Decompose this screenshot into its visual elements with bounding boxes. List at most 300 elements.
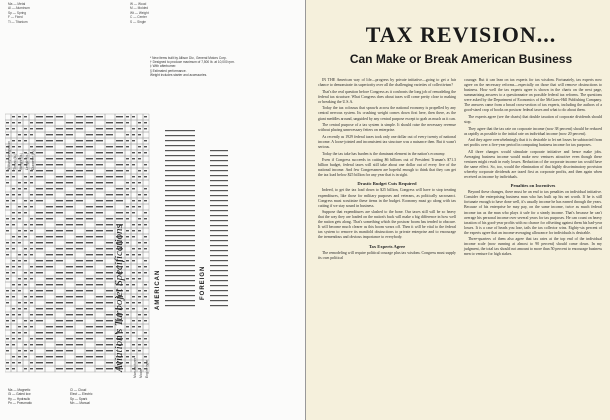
table-cell-text (138, 314, 141, 315)
table-cell-text (144, 332, 147, 333)
article-paragraph: That's the real question before Congress as it confronts the long job of remodeling the federal tax structure. What Congress does about taxes will come pretty close to making or breaking the U.S.A. (318, 89, 456, 104)
table-cell-text (106, 182, 113, 183)
table-cell-text (76, 188, 83, 189)
table-cell-text (24, 278, 27, 279)
table-cell-text (210, 260, 228, 261)
table-cell (35, 348, 45, 354)
table-cell-text (138, 218, 141, 219)
table-cell-text (132, 260, 135, 261)
legend-item: Pn — Pneumatic (8, 400, 32, 405)
table-cell-text (76, 224, 83, 225)
table-cell (125, 246, 131, 252)
table-cell-text (210, 290, 228, 291)
table-cell-text (106, 362, 113, 363)
table-cell-text (138, 182, 141, 183)
table-cell-text (66, 272, 73, 273)
table-cell-text (24, 224, 27, 225)
table-cell-text (132, 140, 135, 141)
table-cell (125, 342, 131, 348)
table-cell-text (86, 260, 93, 261)
table-cell-text (132, 164, 135, 165)
table-cell-text (165, 240, 195, 241)
table-cell (125, 366, 131, 372)
table-cell-text (106, 230, 113, 231)
table-cell-text (18, 230, 21, 231)
table-cell (11, 348, 17, 354)
table-cell-text (106, 122, 113, 123)
table-cell-text (126, 134, 129, 135)
table-cell-text (106, 326, 113, 327)
table-cell-text (76, 170, 83, 171)
table-cell (35, 276, 45, 282)
table-cell-text (76, 368, 83, 369)
table-cell (137, 138, 143, 144)
table-cell-text (6, 338, 9, 339)
article-paragraph: Even if Congress succeeds in cutting $6 billions out of President Truman's $71.3 billion budget, federal taxes will still take about one dollar out of every five of the national income. And few Congressmen are hopeful enough to think that they can get the tax load below $25 billion for any year that is in sight. (318, 158, 456, 178)
table-cell-text (12, 260, 15, 261)
table-cell-text (138, 266, 141, 267)
article-paragraph: The remodeling will require political courage plus tax wisdom. Congress must supply its own political (318, 250, 456, 260)
article-subheadline: Can Make or Break American Business (349, 52, 573, 66)
table-cell-text (46, 308, 53, 309)
table-cell (65, 186, 75, 192)
table-cell-text (132, 272, 135, 273)
table-cell-text (126, 188, 129, 189)
table-cell-text (12, 194, 15, 195)
table-cell-text (66, 314, 73, 315)
table-cell-text (76, 314, 83, 315)
table-cell-text (86, 212, 93, 213)
table-cell (17, 222, 23, 228)
table-cell-text (106, 176, 113, 177)
table-cell-text (106, 272, 113, 273)
table-cell-text (210, 185, 228, 186)
table-cell-text (126, 218, 129, 219)
table-cell-text (138, 302, 141, 303)
table-cell-text (36, 308, 43, 309)
table-cell-text (56, 206, 63, 207)
table-cell-text (126, 242, 129, 243)
table-cell-text (138, 242, 141, 243)
legend-top-right (130, 2, 300, 24)
table-cell-text (126, 194, 129, 195)
table-cell (137, 114, 143, 120)
table-cell-text (56, 188, 63, 189)
table-cell-text (46, 218, 53, 219)
table-cell-text (210, 195, 228, 196)
table-cell-text (36, 260, 43, 261)
table-cell-text (6, 344, 9, 345)
table-cell-text (66, 338, 73, 339)
table-cell-text (18, 236, 21, 237)
legend-item: Wt — Weight (130, 10, 149, 15)
article-paragraph: All three changes would stimulate corporate initiative and hence make jobs. Averaging business income would make new ventures attractive even though these ventures might result in early losses. Reduction of the corporate income tax would have the same effect. So, too, would the elimination of that highly discriminatory provision whereby corporate dividends are taxed first as corporate profits, and then again when received as income by individuals. (464, 149, 602, 180)
table-cell-text (66, 176, 73, 177)
table-cell-text (126, 140, 129, 141)
table-cell (45, 174, 55, 180)
table-cell-text (96, 188, 103, 189)
table-cell-text (132, 212, 135, 213)
table-cell-text (106, 194, 113, 195)
table-cell-text (144, 314, 147, 315)
section-label-american: AMERICAN (155, 269, 161, 310)
legend-item: Al — Aluminum (8, 6, 30, 11)
table-cell-text (36, 218, 43, 219)
table-cell (55, 216, 65, 222)
table-cell-text (6, 350, 9, 351)
table-cell-text (210, 235, 228, 236)
table-cell (65, 234, 75, 240)
table-cell-text (24, 140, 27, 141)
table-cell-text (86, 140, 93, 141)
table-cell-text (106, 278, 113, 279)
table-cell (29, 114, 35, 120)
table-cell-text (46, 242, 53, 243)
table-cell (75, 324, 85, 330)
column-header: Diameter (in.) (31, 149, 35, 170)
table-cell-text (116, 176, 123, 177)
table-cell-text (106, 290, 113, 291)
table-cell (75, 132, 85, 138)
table-cell-text (24, 284, 27, 285)
spec-table (5, 110, 230, 380)
table-cell-text (86, 218, 93, 219)
table-cell-text (46, 254, 53, 255)
table-cell (17, 270, 23, 276)
table-cell-text (30, 182, 33, 183)
table-cell (131, 264, 137, 270)
table-cell-text (36, 368, 43, 369)
table-cell-text (36, 362, 43, 363)
table-cell-text (56, 116, 63, 117)
table-cell (95, 240, 105, 246)
article-column-2 (464, 78, 602, 259)
table-cell-text (96, 140, 103, 141)
table-cell-text (132, 134, 135, 135)
table-cell-text (76, 356, 83, 357)
table-cell-text (126, 182, 129, 183)
table-cell-text (86, 278, 93, 279)
table-cell-text (66, 182, 73, 183)
table-cell (35, 300, 45, 306)
table-cell (55, 288, 65, 294)
table-cell (65, 258, 75, 264)
table-cell-text (116, 122, 123, 123)
table-cell-text (96, 128, 103, 129)
table-cell-text (24, 134, 27, 135)
table-cell (105, 138, 115, 144)
table-cell-text (165, 155, 195, 156)
table-cell-text (18, 254, 21, 255)
table-cell (75, 300, 85, 306)
table-cell-text (126, 278, 129, 279)
table-cell-text (12, 368, 15, 369)
table-cell (95, 336, 105, 342)
table-cell (143, 204, 149, 210)
table-cell-text (56, 200, 63, 201)
table-cell-text (12, 188, 15, 189)
table-cell (35, 204, 45, 210)
column-header: Manufacturer (133, 358, 137, 378)
table-cell-text (24, 200, 27, 201)
table-cell (45, 366, 55, 372)
table-cell (45, 270, 55, 276)
table-cell-text (86, 182, 93, 183)
table-cell (11, 324, 17, 330)
table-cell (143, 132, 149, 138)
table-cell-text (56, 254, 63, 255)
table-cell-text (6, 128, 9, 129)
table-cell-text (96, 350, 103, 351)
table-cell-text (36, 128, 43, 129)
table-cell-text (12, 224, 15, 225)
table-cell-text (116, 194, 123, 195)
table-cell-text (138, 176, 141, 177)
table-cell-text (30, 302, 33, 303)
table-cell-text (66, 344, 73, 345)
table-cell-text (138, 146, 141, 147)
table-cell (11, 276, 17, 282)
table-cell-text (12, 314, 15, 315)
table-cell-text (86, 284, 93, 285)
table-cell-text (30, 200, 33, 201)
table-cell-text (144, 224, 147, 225)
table-cell-text (12, 218, 15, 219)
table-cell-text (86, 194, 93, 195)
table-cell-text (12, 356, 15, 357)
table-cell-text (210, 285, 228, 286)
table-cell (23, 120, 29, 126)
table-cell-text (144, 266, 147, 267)
table-cell-text (106, 158, 113, 159)
table-cell-text (24, 212, 27, 213)
table-cell-text (30, 218, 33, 219)
table-cell (29, 306, 35, 312)
legend-item: Ma — Magnetic (8, 388, 31, 392)
table-cell-text (96, 212, 103, 213)
table-cell-text (56, 302, 63, 303)
table-cell (65, 114, 75, 120)
table-cell (55, 336, 65, 342)
table-cell-text (116, 128, 123, 129)
table-cell-text (30, 224, 33, 225)
table-cell (23, 336, 29, 342)
table-cell-text (86, 332, 93, 333)
article-paragraph: Today the tax take has burden is the dominant element in the nation's economy. (322, 151, 446, 156)
table-cell-text (6, 218, 9, 219)
table-cell-text (210, 160, 228, 161)
table-cell-text (126, 314, 129, 315)
table-cell-text (210, 165, 228, 166)
table-cell-text (210, 180, 228, 181)
table-cell (23, 288, 29, 294)
table-cell-text (144, 146, 147, 147)
table-cell-text (126, 332, 129, 333)
table-cell-text (132, 302, 135, 303)
table-cell-text (165, 200, 195, 201)
table-cell-text (210, 170, 228, 171)
table-cell-text (66, 278, 73, 279)
table-cell-text (144, 116, 147, 117)
table-cell-text (144, 260, 147, 261)
table-cell-text (96, 344, 103, 345)
table-cell-text (210, 265, 228, 266)
table-cell-text (18, 290, 21, 291)
table-cell-text (56, 296, 63, 297)
table-cell-text (18, 332, 21, 333)
table-cell-text (46, 182, 53, 183)
table-cell (23, 312, 29, 318)
table-cell-text (138, 194, 141, 195)
table-cell-text (132, 188, 135, 189)
table-cell-text (165, 180, 195, 181)
table-cell-text (210, 300, 228, 301)
table-cell-text (106, 134, 113, 135)
table-cell-text (46, 134, 53, 135)
table-cell (75, 156, 85, 162)
table-cell-text (76, 194, 83, 195)
table-cell (85, 150, 95, 156)
table-cell-text (36, 284, 43, 285)
table-cell-text (66, 368, 73, 369)
table-cell (45, 294, 55, 300)
table-cell-text (126, 116, 129, 117)
table-cell-text (138, 134, 141, 135)
table-cell-text (30, 176, 33, 177)
table-cell-text (116, 146, 123, 147)
table-cell-text (30, 290, 33, 291)
table-cell-text (24, 356, 27, 357)
table-cell-text (144, 194, 147, 195)
table-cell (65, 138, 75, 144)
table-cell-text (30, 272, 33, 273)
table-cell-text (132, 308, 135, 309)
table-cell-text (46, 146, 53, 147)
table-cell (17, 294, 23, 300)
table-cell (85, 270, 95, 276)
table-cell-text (46, 266, 53, 267)
table-cell-text (144, 236, 147, 237)
table-cell-text (36, 224, 43, 225)
table-cell-text (165, 280, 195, 281)
table-cell-text (96, 302, 103, 303)
table-cell-text (56, 182, 63, 183)
table-cell-text (76, 320, 83, 321)
table-cell-text (138, 254, 141, 255)
table-cell (23, 264, 29, 270)
table-cell-text (56, 164, 63, 165)
table-cell-text (165, 285, 195, 286)
table-cell-text (6, 296, 9, 297)
table-cell-text (36, 122, 43, 123)
table-cell-text (106, 344, 113, 345)
table-cell (131, 288, 137, 294)
table-cell-text (138, 128, 141, 129)
table-cell-text (66, 170, 73, 171)
table-cell (5, 210, 11, 216)
table-cell (105, 114, 115, 120)
table-cell-text (96, 272, 103, 273)
table-cell-text (36, 116, 43, 117)
table-cell-text (132, 182, 135, 183)
table-cell (29, 258, 35, 264)
table-cell (125, 198, 131, 204)
table-cell-text (24, 176, 27, 177)
table-cell-text (6, 368, 9, 369)
table-cell-text (6, 230, 9, 231)
article-headline: TAX REVISION... (365, 22, 557, 47)
table-cell-text (165, 270, 195, 271)
article-paragraph: Today the tax colossus that sprawls across the national economy is propelled by any central nervous system. Its crushing weight comes down first here, then there, as the giant meddles around, unguided by any central purpose except to grab as much as it can. (318, 106, 456, 121)
table-cell-text (30, 314, 33, 315)
table-cell (75, 348, 85, 354)
table-cell-text (46, 140, 53, 141)
table-cell-text (36, 332, 43, 333)
table-cell (45, 246, 55, 252)
table-cell (125, 222, 131, 228)
table-cell-text (132, 326, 135, 327)
table-cell-text (144, 344, 147, 345)
table-cell-text (96, 236, 103, 237)
table-cell (105, 210, 115, 216)
table-cell (137, 282, 143, 288)
table-cell-text (76, 296, 83, 297)
table-cell-text (36, 200, 43, 201)
table-cell (35, 180, 45, 186)
table-cell (35, 228, 45, 234)
table-cell-text (66, 194, 73, 195)
table-cell-text (138, 170, 141, 171)
table-cell-text (126, 356, 129, 357)
table-cell-text (106, 254, 113, 255)
table-cell-text (165, 195, 195, 196)
table-cell-text (56, 158, 63, 159)
table-cell-text (24, 344, 27, 345)
table-cell-text (66, 122, 73, 123)
table-cell-text (165, 225, 195, 226)
table-cell-text (36, 272, 43, 273)
article-paragraph: Suppose that expenditures are slashed to the bone. Our taxes still will be so heavy that the way they are loaded on the nation's back will make a big difference in how well the nation gets along. That's something which the postwar boom has tended to obscure. It will become much clearer as this boom wears off. Then it will be vital to the federal tax system to remove its manifold obstructions to private enterprise and to encourage the tremendous and obvious importance to everybody. (318, 210, 456, 240)
table-cell (115, 132, 125, 138)
table-cell (29, 354, 35, 360)
table-cell-text (86, 122, 93, 123)
legend-item: Elect — Electric (70, 392, 93, 397)
table-cell-text (18, 146, 21, 147)
table-cell-text (116, 212, 123, 213)
table-cell-text (132, 200, 135, 201)
column-header: Thrust (lb.) (13, 153, 17, 170)
table-cell-text (126, 266, 129, 267)
table-cell-text (76, 242, 83, 243)
table-cell-text (30, 266, 33, 267)
table-cell-text (106, 350, 113, 351)
table-cell (5, 186, 11, 192)
table-cell (65, 330, 75, 336)
table-cell-text (24, 188, 27, 189)
table-cell-text (66, 146, 73, 147)
table-cell-text (116, 116, 123, 117)
table-cell-text (36, 164, 43, 165)
table-cell-text (106, 242, 113, 243)
table-cell-text (18, 362, 21, 363)
table-cell-text (132, 158, 135, 159)
table-cell-text (126, 338, 129, 339)
table-cell-text (30, 350, 33, 351)
table-cell-text (36, 212, 43, 213)
table-cell (55, 264, 65, 270)
article-paragraph: The experts agree (see the charts) that double taxation of corporate dividends should stop. (464, 114, 602, 124)
table-cell (5, 234, 11, 240)
